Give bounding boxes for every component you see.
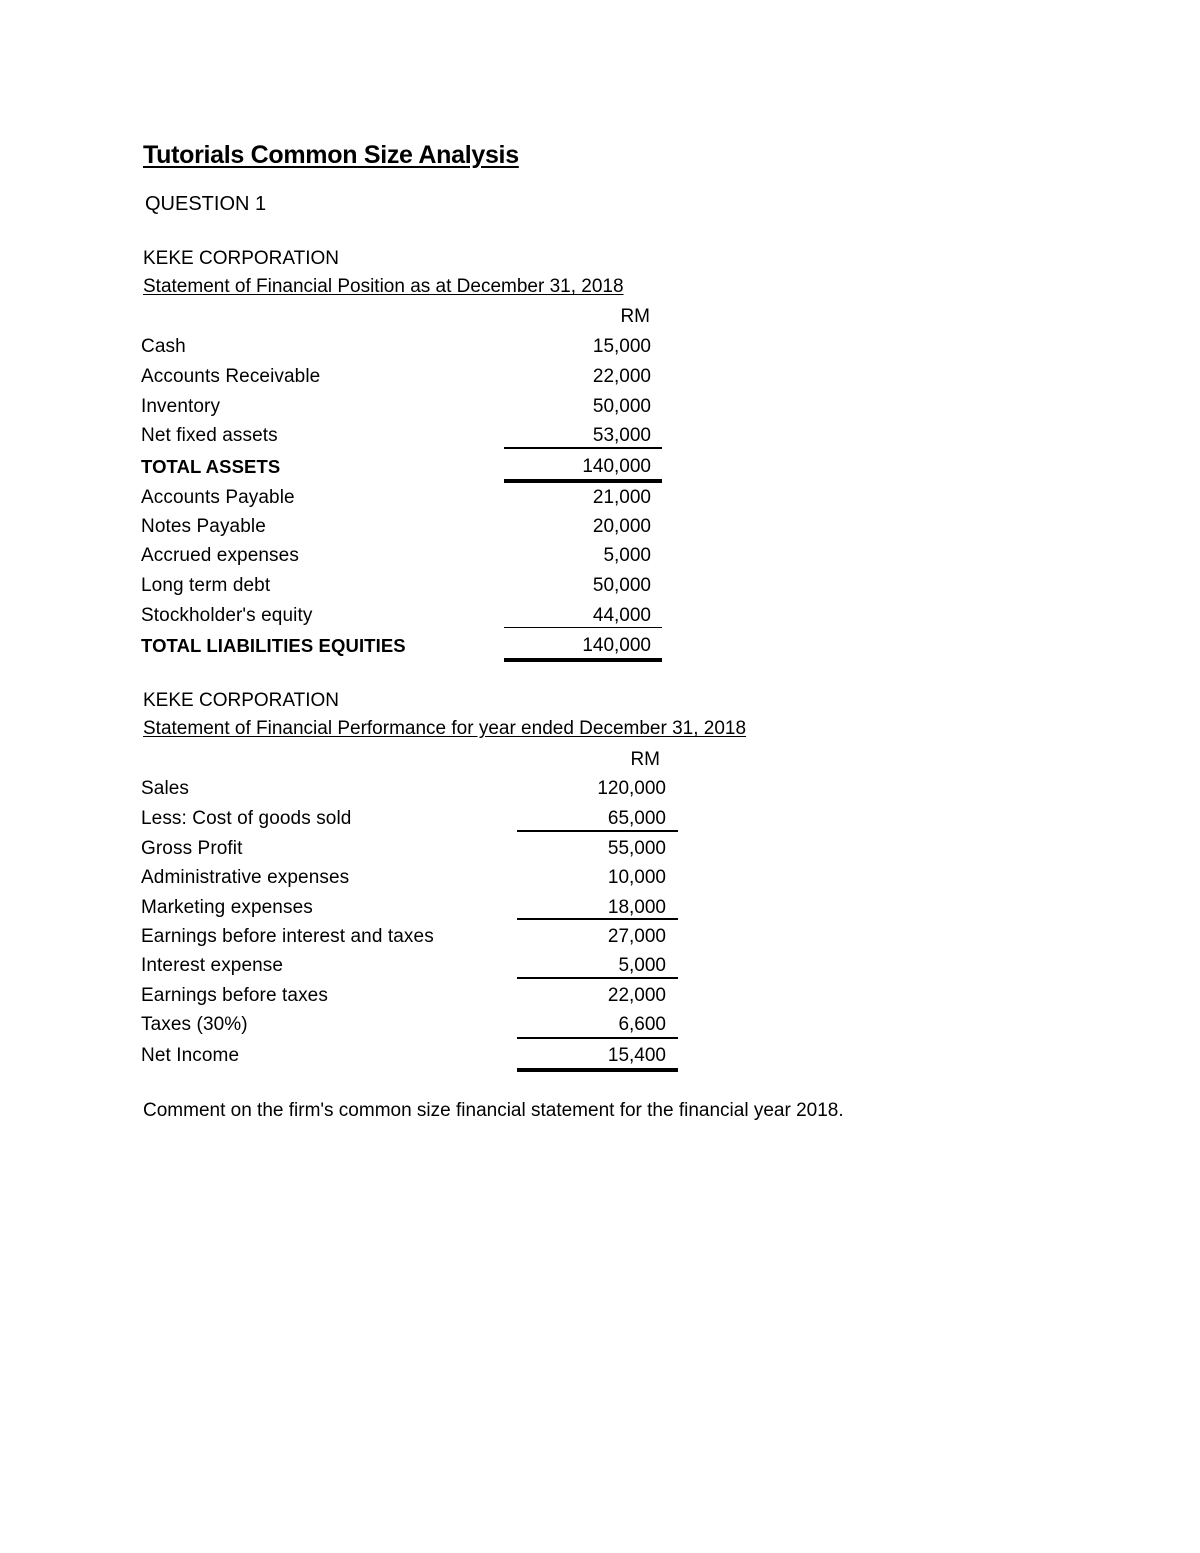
row-label: TOTAL LIABILITIES EQUITIES [141,635,406,656]
income-row-sales [141,778,681,808]
row-amount: 53,000 [592,425,651,446]
row-label: Inventory [141,396,221,417]
row-amount: 27,000 [607,926,666,947]
subtotal-rule [504,447,662,449]
row-label: Interest expense [141,955,284,976]
row-label: Accounts Receivable [141,366,321,387]
row-amount: 5,000 [618,955,666,976]
total-double-rule [504,658,662,662]
subtotal-rule [517,830,678,832]
row-amount: 20,000 [592,516,651,537]
row-label: Notes Payable [141,516,266,537]
row-amount: 65,000 [607,808,666,829]
balance-row-net-fixed-assets [141,425,681,455]
row-amount: 140,000 [582,456,651,477]
income-statement-company: KEKE CORPORATION [143,690,340,711]
income-row-interest-expense [141,955,681,985]
row-amount: 55,000 [607,838,666,859]
row-amount: 50,000 [592,575,651,596]
row-amount: 50,000 [592,396,651,417]
balance-row-accrued-expenses [141,545,681,575]
balance-row-long-term-debt [141,575,681,605]
row-label: Taxes (30%) [141,1014,248,1035]
row-amount: 22,000 [592,366,651,387]
row-label: Accrued expenses [141,545,299,566]
income-statement-title: Statement of Financial Performance for year ended December 31, 2018 [143,718,747,739]
row-amount: 22,000 [607,985,666,1006]
total-double-rule [504,479,662,483]
row-amount: 6,600 [618,1014,666,1035]
row-label: Gross Profit [141,838,243,859]
balance-sheet-currency: RM [620,306,650,327]
balance-row-notes-payable [141,516,681,546]
balance-row-accounts-receivable [141,366,681,396]
row-amount: 15,000 [592,336,651,357]
row-label: Cash [141,336,186,357]
row-label: Net Income [141,1045,240,1066]
subtotal-rule [504,627,662,628]
row-label: Stockholder's equity [141,605,313,626]
income-row-ebit [141,926,681,956]
income-row-administrative-expenses [141,867,681,897]
row-amount: 120,000 [597,778,666,799]
subtotal-rule [517,1037,678,1039]
row-label: Less: Cost of goods sold [141,808,352,829]
balance-row-cash [141,336,681,366]
row-label: Long term debt [141,575,271,596]
balance-row-stockholders-equity [141,605,681,635]
comment-question: Comment on the firm's common size financial statement for the financial year 2018. [143,1100,844,1121]
row-amount: 15,400 [607,1045,666,1066]
row-label: Sales [141,778,190,799]
row-label: Earnings before interest and taxes [141,926,434,947]
balance-sheet-company: KEKE CORPORATION [143,248,340,269]
row-amount: 140,000 [582,635,651,656]
total-double-rule [517,1068,678,1072]
income-row-cost-of-goods-sold [141,808,681,838]
income-row-marketing-expenses [141,897,681,927]
income-row-gross-profit [141,838,681,868]
income-statement-currency: RM [630,749,660,770]
page-title: Tutorials Common Size Analysis [143,141,519,169]
balance-row-accounts-payable [141,487,681,517]
row-label: Marketing expenses [141,897,313,918]
row-amount: 44,000 [592,605,651,626]
row-amount: 18,000 [607,897,666,918]
row-amount: 10,000 [607,867,666,888]
income-row-taxes [141,1014,681,1044]
question-heading: QUESTION 1 [145,193,267,215]
subtotal-rule [517,977,678,979]
row-label: TOTAL ASSETS [141,456,281,477]
row-label: Earnings before taxes [141,985,328,1006]
row-label: Accounts Payable [141,487,295,508]
subtotal-rule [517,918,678,920]
row-amount: 21,000 [592,487,651,508]
row-label: Administrative expenses [141,867,350,888]
balance-row-inventory [141,396,681,426]
row-label: Net fixed assets [141,425,278,446]
income-row-earnings-before-taxes [141,985,681,1015]
balance-sheet-title: Statement of Financial Position as at December 31, 2018 [143,276,624,297]
row-amount: 5,000 [603,545,651,566]
